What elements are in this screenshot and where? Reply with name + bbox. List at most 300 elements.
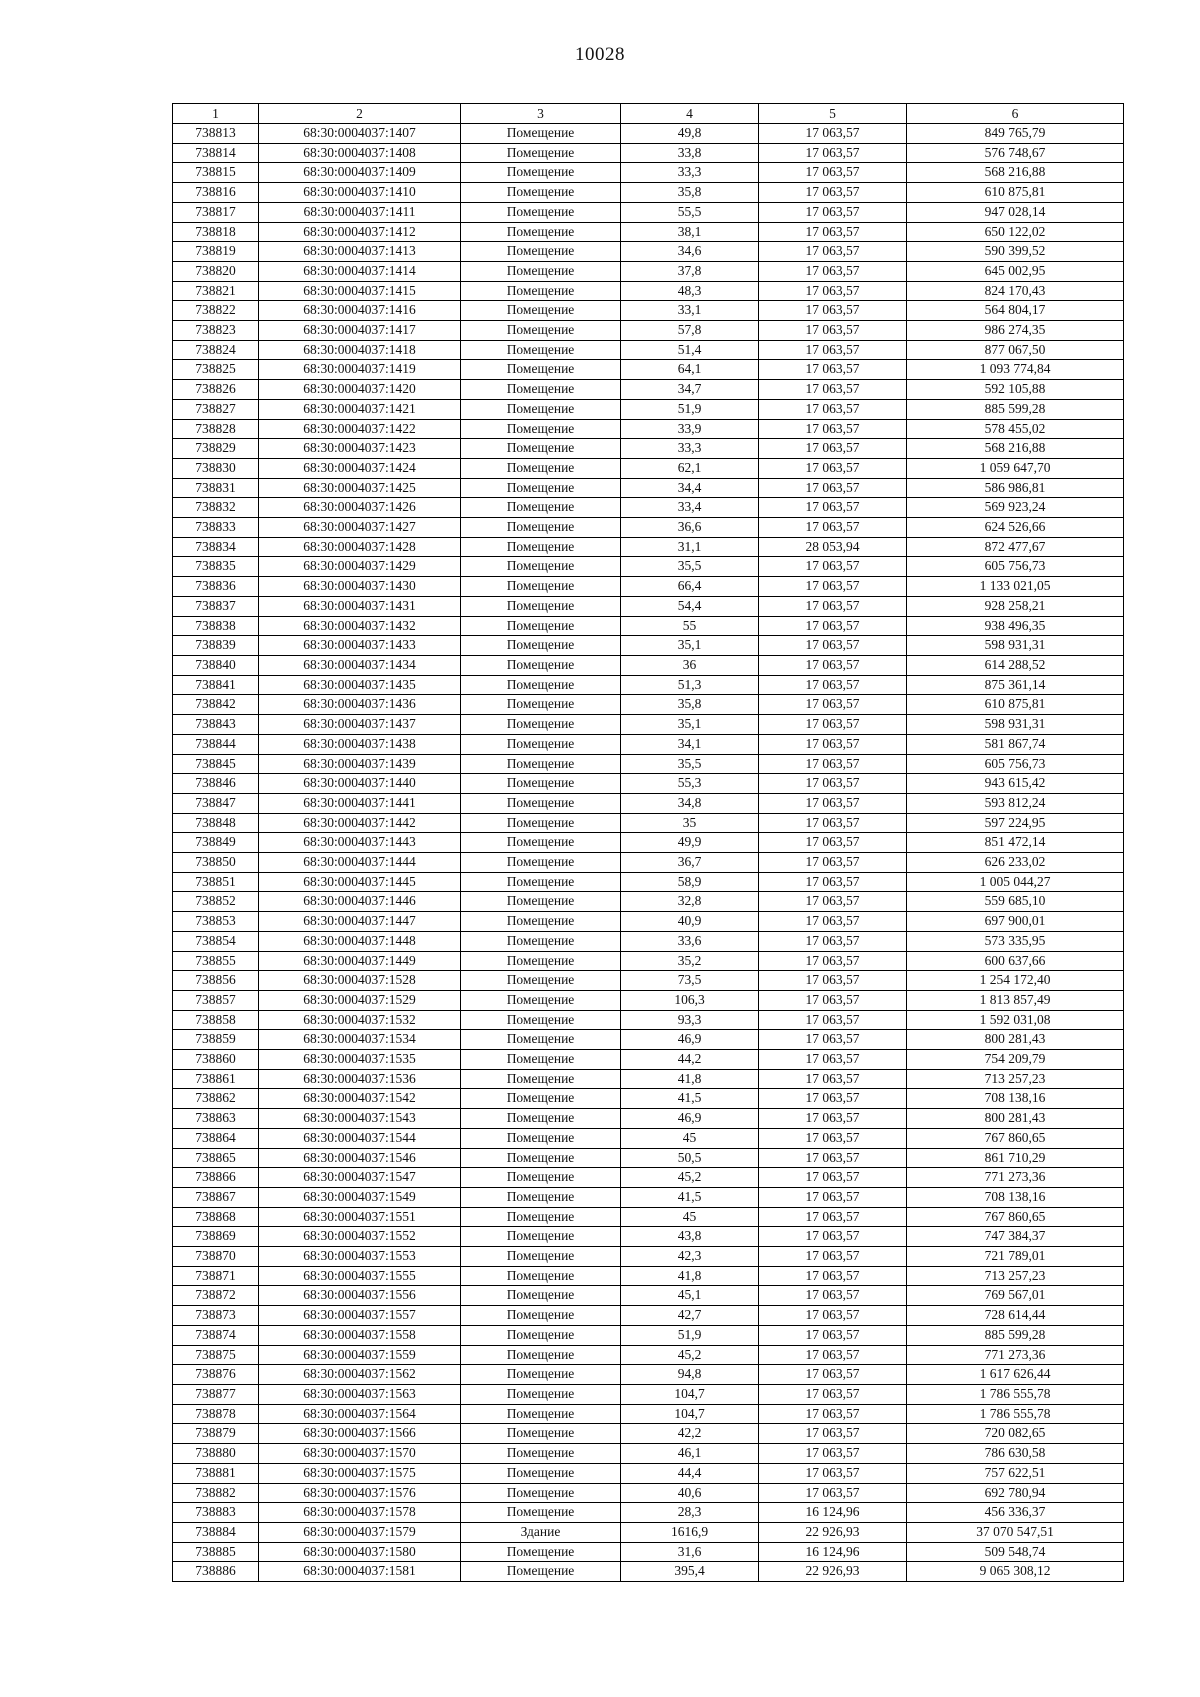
- area-cell: 55,3: [621, 774, 759, 794]
- cadastral-number-cell: 68:30:0004037:1578: [259, 1503, 461, 1523]
- cadastral-number-cell: 68:30:0004037:1552: [259, 1227, 461, 1247]
- specific-value-cell: 17 063,57: [759, 655, 907, 675]
- area-cell: 62,1: [621, 458, 759, 478]
- area-cell: 46,9: [621, 1109, 759, 1129]
- cadastral-value-cell: 645 002,95: [907, 261, 1124, 281]
- area-cell: 33,9: [621, 419, 759, 439]
- object-type-cell: Помещение: [461, 222, 621, 242]
- cadastral-number-cell: 68:30:0004037:1430: [259, 577, 461, 597]
- area-cell: 41,5: [621, 1187, 759, 1207]
- object-type-cell: Помещение: [461, 1424, 621, 1444]
- row-number-cell: 738857: [173, 990, 259, 1010]
- cadastral-number-cell: 68:30:0004037:1442: [259, 813, 461, 833]
- area-cell: 50,5: [621, 1148, 759, 1168]
- cadastral-value-cell: 1 133 021,05: [907, 577, 1124, 597]
- cadastral-value-cell: 569 923,24: [907, 498, 1124, 518]
- specific-value-cell: 17 063,57: [759, 1109, 907, 1129]
- object-type-cell: Помещение: [461, 1503, 621, 1523]
- table-row: [173, 655, 1124, 675]
- table-row: [173, 715, 1124, 735]
- row-number-cell: 738819: [173, 242, 259, 262]
- cadastral-number-cell: 68:30:0004037:1580: [259, 1542, 461, 1562]
- cadastral-number-cell: 68:30:0004037:1557: [259, 1306, 461, 1326]
- cadastral-number-cell: 68:30:0004037:1408: [259, 143, 461, 163]
- area-cell: 32,8: [621, 892, 759, 912]
- table-row: [173, 1306, 1124, 1326]
- cadastral-number-cell: 68:30:0004037:1570: [259, 1444, 461, 1464]
- table-row: [173, 301, 1124, 321]
- object-type-cell: Помещение: [461, 1365, 621, 1385]
- cadastral-number-cell: 68:30:0004037:1543: [259, 1109, 461, 1129]
- cadastral-number-cell: 68:30:0004037:1429: [259, 557, 461, 577]
- object-type-cell: Помещение: [461, 655, 621, 675]
- specific-value-cell: 17 063,57: [759, 1325, 907, 1345]
- area-cell: 41,8: [621, 1266, 759, 1286]
- row-number-cell: 738842: [173, 695, 259, 715]
- cadastral-value-cell: 605 756,73: [907, 754, 1124, 774]
- table-row: [173, 1424, 1124, 1444]
- cadastral-number-cell: 68:30:0004037:1422: [259, 419, 461, 439]
- cadastral-number-cell: 68:30:0004037:1536: [259, 1069, 461, 1089]
- cadastral-number-cell: 68:30:0004037:1410: [259, 183, 461, 203]
- cadastral-number-cell: 68:30:0004037:1546: [259, 1148, 461, 1168]
- object-type-cell: Помещение: [461, 715, 621, 735]
- cadastral-value-cell: 590 399,52: [907, 242, 1124, 262]
- table-row: [173, 242, 1124, 262]
- column-header-3: 3: [461, 104, 621, 124]
- cadastral-value-cell: 559 685,10: [907, 892, 1124, 912]
- cadastral-value-cell: 851 472,14: [907, 833, 1124, 853]
- area-cell: 34,4: [621, 478, 759, 498]
- row-number-cell: 738846: [173, 774, 259, 794]
- cadastral-value-cell: 692 780,94: [907, 1483, 1124, 1503]
- object-type-cell: Помещение: [461, 1168, 621, 1188]
- specific-value-cell: 16 124,96: [759, 1503, 907, 1523]
- area-cell: 57,8: [621, 321, 759, 341]
- object-type-cell: Помещение: [461, 1128, 621, 1148]
- specific-value-cell: 17 063,57: [759, 1168, 907, 1188]
- table-row: [173, 734, 1124, 754]
- area-cell: 64,1: [621, 360, 759, 380]
- cadastral-value-cell: 885 599,28: [907, 1325, 1124, 1345]
- row-number-cell: 738882: [173, 1483, 259, 1503]
- object-type-cell: Помещение: [461, 1050, 621, 1070]
- cadastral-number-cell: 68:30:0004037:1425: [259, 478, 461, 498]
- row-number-cell: 738863: [173, 1109, 259, 1129]
- table-row: [173, 951, 1124, 971]
- specific-value-cell: 17 063,57: [759, 478, 907, 498]
- object-type-cell: Помещение: [461, 1404, 621, 1424]
- row-number-cell: 738877: [173, 1385, 259, 1405]
- cadastral-number-cell: 68:30:0004037:1581: [259, 1562, 461, 1582]
- cadastral-number-cell: 68:30:0004037:1440: [259, 774, 461, 794]
- specific-value-cell: 17 063,57: [759, 577, 907, 597]
- area-cell: 35,8: [621, 183, 759, 203]
- object-type-cell: Помещение: [461, 1109, 621, 1129]
- specific-value-cell: 22 926,93: [759, 1562, 907, 1582]
- object-type-cell: Помещение: [461, 951, 621, 971]
- area-cell: 41,8: [621, 1069, 759, 1089]
- row-number-cell: 738873: [173, 1306, 259, 1326]
- specific-value-cell: 17 063,57: [759, 301, 907, 321]
- row-number-cell: 738866: [173, 1168, 259, 1188]
- area-cell: 55,5: [621, 202, 759, 222]
- area-cell: 51,3: [621, 675, 759, 695]
- object-type-cell: Помещение: [461, 143, 621, 163]
- row-number-cell: 738851: [173, 872, 259, 892]
- object-type-cell: Помещение: [461, 419, 621, 439]
- specific-value-cell: 17 063,57: [759, 616, 907, 636]
- cadastral-number-cell: 68:30:0004037:1409: [259, 163, 461, 183]
- table-row: [173, 1109, 1124, 1129]
- object-type-cell: Помещение: [461, 1010, 621, 1030]
- area-cell: 106,3: [621, 990, 759, 1010]
- table-row: [173, 1010, 1124, 1030]
- specific-value-cell: 17 063,57: [759, 1266, 907, 1286]
- row-number-cell: 738855: [173, 951, 259, 971]
- cadastral-value-cell: 771 273,36: [907, 1168, 1124, 1188]
- row-number-cell: 738827: [173, 399, 259, 419]
- specific-value-cell: 17 063,57: [759, 261, 907, 281]
- area-cell: 44,4: [621, 1463, 759, 1483]
- specific-value-cell: 17 063,57: [759, 1148, 907, 1168]
- area-cell: 73,5: [621, 971, 759, 991]
- cadastral-number-cell: 68:30:0004037:1433: [259, 636, 461, 656]
- table-body: [173, 124, 1124, 1582]
- cadastral-value-cell: 568 216,88: [907, 439, 1124, 459]
- row-number-cell: 738870: [173, 1247, 259, 1267]
- row-number-cell: 738833: [173, 518, 259, 538]
- table-row: [173, 1128, 1124, 1148]
- table-row: [173, 1522, 1124, 1542]
- cadastral-number-cell: 68:30:0004037:1414: [259, 261, 461, 281]
- area-cell: 34,6: [621, 242, 759, 262]
- row-number-cell: 738839: [173, 636, 259, 656]
- specific-value-cell: 17 063,57: [759, 813, 907, 833]
- row-number-cell: 738837: [173, 596, 259, 616]
- cadastral-number-cell: 68:30:0004037:1438: [259, 734, 461, 754]
- row-number-cell: 738830: [173, 458, 259, 478]
- object-type-cell: Помещение: [461, 183, 621, 203]
- object-type-cell: Помещение: [461, 990, 621, 1010]
- area-cell: 37,8: [621, 261, 759, 281]
- table-row: [173, 872, 1124, 892]
- specific-value-cell: 17 063,57: [759, 380, 907, 400]
- area-cell: 35,2: [621, 951, 759, 971]
- table-row: [173, 1325, 1124, 1345]
- cadastral-value-cell: 720 082,65: [907, 1424, 1124, 1444]
- page-number: 10028: [575, 44, 625, 65]
- area-cell: 36,6: [621, 518, 759, 538]
- table-row: [173, 971, 1124, 991]
- row-number-cell: 738856: [173, 971, 259, 991]
- area-cell: 45,1: [621, 1286, 759, 1306]
- row-number-cell: 738880: [173, 1444, 259, 1464]
- specific-value-cell: 17 063,57: [759, 715, 907, 735]
- cadastral-value-cell: 771 273,36: [907, 1345, 1124, 1365]
- specific-value-cell: 17 063,57: [759, 1345, 907, 1365]
- object-type-cell: Помещение: [461, 912, 621, 932]
- table-row: [173, 1266, 1124, 1286]
- row-number-cell: 738813: [173, 124, 259, 144]
- object-type-cell: Помещение: [461, 1227, 621, 1247]
- table-row: [173, 1030, 1124, 1050]
- row-number-cell: 738829: [173, 439, 259, 459]
- row-number-cell: 738850: [173, 853, 259, 873]
- row-number-cell: 738843: [173, 715, 259, 735]
- specific-value-cell: 17 063,57: [759, 419, 907, 439]
- specific-value-cell: 17 063,57: [759, 321, 907, 341]
- area-cell: 33,1: [621, 301, 759, 321]
- area-cell: 45,2: [621, 1345, 759, 1365]
- cadastral-number-cell: 68:30:0004037:1549: [259, 1187, 461, 1207]
- area-cell: 35,8: [621, 695, 759, 715]
- area-cell: 35,1: [621, 715, 759, 735]
- cadastral-number-cell: 68:30:0004037:1416: [259, 301, 461, 321]
- object-type-cell: Помещение: [461, 853, 621, 873]
- cadastral-number-cell: 68:30:0004037:1434: [259, 655, 461, 675]
- cadastral-number-cell: 68:30:0004037:1436: [259, 695, 461, 715]
- cadastral-value-cell: 767 860,65: [907, 1207, 1124, 1227]
- table-row: [173, 774, 1124, 794]
- object-type-cell: Помещение: [461, 695, 621, 715]
- table-row: [173, 577, 1124, 597]
- object-type-cell: Помещение: [461, 537, 621, 557]
- table-row: [173, 853, 1124, 873]
- specific-value-cell: 17 063,57: [759, 912, 907, 932]
- table-row: [173, 1503, 1124, 1523]
- row-number-cell: 738884: [173, 1522, 259, 1542]
- table-row: [173, 1168, 1124, 1188]
- specific-value-cell: 17 063,57: [759, 1404, 907, 1424]
- object-type-cell: Помещение: [461, 1345, 621, 1365]
- cadastral-number-cell: 68:30:0004037:1547: [259, 1168, 461, 1188]
- area-cell: 34,8: [621, 793, 759, 813]
- cadastral-number-cell: 68:30:0004037:1437: [259, 715, 461, 735]
- table-row: [173, 1483, 1124, 1503]
- specific-value-cell: 17 063,57: [759, 951, 907, 971]
- area-cell: 48,3: [621, 281, 759, 301]
- specific-value-cell: 17 063,57: [759, 636, 907, 656]
- row-number-cell: 738824: [173, 340, 259, 360]
- specific-value-cell: 17 063,57: [759, 498, 907, 518]
- cadastral-value-cell: 650 122,02: [907, 222, 1124, 242]
- cadastral-value-cell: 786 630,58: [907, 1444, 1124, 1464]
- row-number-cell: 738875: [173, 1345, 259, 1365]
- area-cell: 51,4: [621, 340, 759, 360]
- cadastral-value-cell: 757 622,51: [907, 1463, 1124, 1483]
- specific-value-cell: 17 063,57: [759, 1463, 907, 1483]
- cadastral-value-cell: 1 813 857,49: [907, 990, 1124, 1010]
- cadastral-number-cell: 68:30:0004037:1427: [259, 518, 461, 538]
- area-cell: 31,1: [621, 537, 759, 557]
- cadastral-number-cell: 68:30:0004037:1544: [259, 1128, 461, 1148]
- specific-value-cell: 17 063,57: [759, 754, 907, 774]
- row-number-cell: 738822: [173, 301, 259, 321]
- cadastral-number-cell: 68:30:0004037:1412: [259, 222, 461, 242]
- object-type-cell: Помещение: [461, 1444, 621, 1464]
- specific-value-cell: 17 063,57: [759, 853, 907, 873]
- area-cell: 33,3: [621, 163, 759, 183]
- specific-value-cell: 17 063,57: [759, 971, 907, 991]
- cadastral-number-cell: 68:30:0004037:1551: [259, 1207, 461, 1227]
- row-number-cell: 738849: [173, 833, 259, 853]
- object-type-cell: Помещение: [461, 754, 621, 774]
- table-row: [173, 1385, 1124, 1405]
- row-number-cell: 738885: [173, 1542, 259, 1562]
- specific-value-cell: 17 063,57: [759, 242, 907, 262]
- cadastral-value-cell: 1 005 044,27: [907, 872, 1124, 892]
- cadastral-value-cell: 754 209,79: [907, 1050, 1124, 1070]
- cadastral-value-cell: 1 786 555,78: [907, 1404, 1124, 1424]
- object-type-cell: Помещение: [461, 1089, 621, 1109]
- cadastral-number-cell: 68:30:0004037:1413: [259, 242, 461, 262]
- table-row: [173, 281, 1124, 301]
- cadastral-value-cell: 800 281,43: [907, 1109, 1124, 1129]
- specific-value-cell: 17 063,57: [759, 202, 907, 222]
- cadastral-value-cell: 456 336,37: [907, 1503, 1124, 1523]
- table-row: [173, 458, 1124, 478]
- row-number-cell: 738841: [173, 675, 259, 695]
- area-cell: 1616,9: [621, 1522, 759, 1542]
- row-number-cell: 738825: [173, 360, 259, 380]
- area-cell: 40,6: [621, 1483, 759, 1503]
- object-type-cell: Помещение: [461, 340, 621, 360]
- cadastral-value-cell: 605 756,73: [907, 557, 1124, 577]
- table-row: [173, 754, 1124, 774]
- row-number-cell: 738860: [173, 1050, 259, 1070]
- cadastral-value-cell: 598 931,31: [907, 715, 1124, 735]
- table-row: [173, 419, 1124, 439]
- cadastral-number-cell: 68:30:0004037:1417: [259, 321, 461, 341]
- cadastral-number-cell: 68:30:0004037:1558: [259, 1325, 461, 1345]
- object-type-cell: Помещение: [461, 793, 621, 813]
- cadastral-number-cell: 68:30:0004037:1542: [259, 1089, 461, 1109]
- column-header-2: 2: [259, 104, 461, 124]
- area-cell: 49,8: [621, 124, 759, 144]
- area-cell: 42,3: [621, 1247, 759, 1267]
- specific-value-cell: 17 063,57: [759, 458, 907, 478]
- cadastral-value-cell: 573 335,95: [907, 931, 1124, 951]
- cadastral-value-cell: 598 931,31: [907, 636, 1124, 656]
- specific-value-cell: 17 063,57: [759, 1247, 907, 1267]
- area-cell: 36: [621, 655, 759, 675]
- cadastral-value-cell: 624 526,66: [907, 518, 1124, 538]
- table-row: [173, 892, 1124, 912]
- object-type-cell: Помещение: [461, 1030, 621, 1050]
- cadastral-value-cell: 568 216,88: [907, 163, 1124, 183]
- cadastral-number-cell: 68:30:0004037:1556: [259, 1286, 461, 1306]
- object-type-cell: Помещение: [461, 1483, 621, 1503]
- cadastral-value-cell: 697 900,01: [907, 912, 1124, 932]
- object-type-cell: Помещение: [461, 301, 621, 321]
- area-cell: 40,9: [621, 912, 759, 932]
- table-row: [173, 675, 1124, 695]
- row-number-cell: 738861: [173, 1069, 259, 1089]
- specific-value-cell: 17 063,57: [759, 1030, 907, 1050]
- object-type-cell: Помещение: [461, 636, 621, 656]
- area-cell: 35: [621, 813, 759, 833]
- specific-value-cell: 17 063,57: [759, 892, 907, 912]
- table-row: [173, 1187, 1124, 1207]
- specific-value-cell: 17 063,57: [759, 774, 907, 794]
- table-row: [173, 1247, 1124, 1267]
- specific-value-cell: 17 063,57: [759, 1444, 907, 1464]
- cadastral-value-cell: 578 455,02: [907, 419, 1124, 439]
- row-number-cell: 738848: [173, 813, 259, 833]
- cadastral-number-cell: 68:30:0004037:1553: [259, 1247, 461, 1267]
- table-row: [173, 498, 1124, 518]
- area-cell: 42,7: [621, 1306, 759, 1326]
- object-type-cell: Помещение: [461, 281, 621, 301]
- specific-value-cell: 17 063,57: [759, 675, 907, 695]
- cadastral-number-cell: 68:30:0004037:1444: [259, 853, 461, 873]
- object-type-cell: Помещение: [461, 202, 621, 222]
- cadastral-number-cell: 68:30:0004037:1576: [259, 1483, 461, 1503]
- row-number-cell: 738867: [173, 1187, 259, 1207]
- area-cell: 45: [621, 1207, 759, 1227]
- cadastral-number-cell: 68:30:0004037:1446: [259, 892, 461, 912]
- cadastral-number-cell: 68:30:0004037:1415: [259, 281, 461, 301]
- specific-value-cell: 17 063,57: [759, 1365, 907, 1385]
- table-row: [173, 261, 1124, 281]
- table-row: [173, 1286, 1124, 1306]
- cadastral-value-cell: 593 812,24: [907, 793, 1124, 813]
- specific-value-cell: 17 063,57: [759, 124, 907, 144]
- table-row: [173, 399, 1124, 419]
- table-row: [173, 990, 1124, 1010]
- area-cell: 46,9: [621, 1030, 759, 1050]
- table-row: [173, 1227, 1124, 1247]
- table-row: [173, 1404, 1124, 1424]
- cadastral-number-cell: 68:30:0004037:1535: [259, 1050, 461, 1070]
- specific-value-cell: 17 063,57: [759, 222, 907, 242]
- object-type-cell: Помещение: [461, 813, 621, 833]
- table-row: [173, 636, 1124, 656]
- area-cell: 51,9: [621, 1325, 759, 1345]
- object-type-cell: Помещение: [461, 1207, 621, 1227]
- specific-value-cell: 17 063,57: [759, 518, 907, 538]
- cadastral-number-cell: 68:30:0004037:1411: [259, 202, 461, 222]
- row-number-cell: 738828: [173, 419, 259, 439]
- cadastral-value-cell: 943 615,42: [907, 774, 1124, 794]
- cadastral-number-cell: 68:30:0004037:1441: [259, 793, 461, 813]
- table-row: [173, 1089, 1124, 1109]
- specific-value-cell: 17 063,57: [759, 1089, 907, 1109]
- cadastral-value-cell: 576 748,67: [907, 143, 1124, 163]
- area-cell: 41,5: [621, 1089, 759, 1109]
- cadastral-value-cell: 721 789,01: [907, 1247, 1124, 1267]
- row-number-cell: 738836: [173, 577, 259, 597]
- cadastral-value-cell: 1 059 647,70: [907, 458, 1124, 478]
- cadastral-value-cell: 947 028,14: [907, 202, 1124, 222]
- cadastral-value-cell: 713 257,23: [907, 1069, 1124, 1089]
- specific-value-cell: 17 063,57: [759, 1069, 907, 1089]
- area-cell: 43,8: [621, 1227, 759, 1247]
- specific-value-cell: 17 063,57: [759, 1424, 907, 1444]
- row-number-cell: 738816: [173, 183, 259, 203]
- cadastral-number-cell: 68:30:0004037:1421: [259, 399, 461, 419]
- cadastral-number-cell: 68:30:0004037:1555: [259, 1266, 461, 1286]
- row-number-cell: 738859: [173, 1030, 259, 1050]
- cadastral-value-cell: 9 065 308,12: [907, 1562, 1124, 1582]
- cadastral-number-cell: 68:30:0004037:1443: [259, 833, 461, 853]
- cadastral-number-cell: 68:30:0004037:1407: [259, 124, 461, 144]
- object-type-cell: Помещение: [461, 577, 621, 597]
- cadastral-value-cell: 713 257,23: [907, 1266, 1124, 1286]
- cadastral-number-cell: 68:30:0004037:1426: [259, 498, 461, 518]
- specific-value-cell: 17 063,57: [759, 695, 907, 715]
